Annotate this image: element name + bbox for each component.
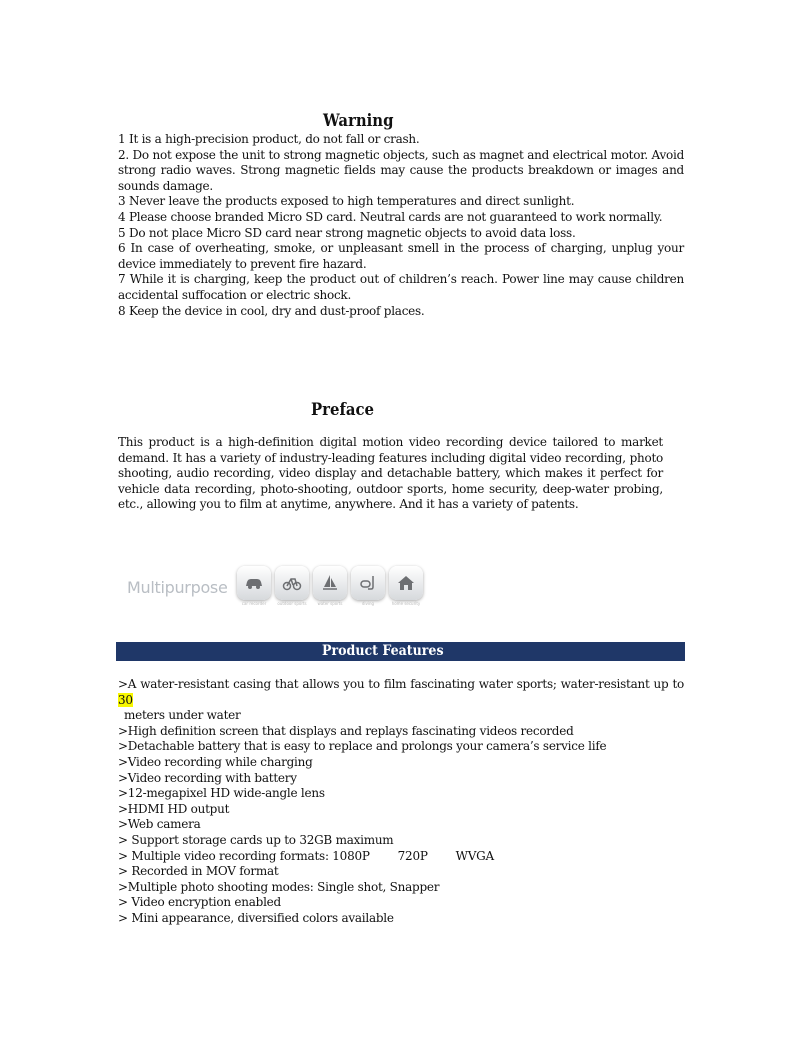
car-icon	[244, 573, 264, 593]
feature-item: >HDMI HD output	[118, 801, 230, 816]
format-wvga: WVGA	[455, 848, 494, 863]
snorkel-icon	[358, 573, 378, 593]
banner-label: Multipurpose	[127, 578, 228, 597]
sailboat-icon	[320, 573, 340, 593]
feature-item-formats	[118, 849, 684, 865]
feature-item: >High definition screen that displays and replays fascinating videos recorded	[118, 723, 574, 738]
feature-item: > Support storage cards up to 32GB maximum	[118, 832, 394, 847]
highlighted-number: 30	[118, 692, 133, 707]
warning-item: 3 Never leave the products exposed to high temperatures and direct sunlight.	[118, 194, 575, 209]
bicycle-tile	[275, 566, 309, 600]
feature-item	[118, 677, 684, 724]
preface-title: Preface	[311, 400, 374, 419]
feature-item: >Multiple photo shooting modes: Single shot, Snapper	[118, 879, 440, 894]
feature-item: >Video recording with battery	[118, 770, 297, 785]
tile-caption: outdoor sports	[277, 601, 307, 606]
format-label: > Multiple video recording formats: 1080P	[118, 848, 370, 863]
feature-item: > Mini appearance, diversified colors available	[118, 910, 394, 925]
feature-item: > Recorded in MOV format	[118, 864, 279, 879]
format-720p: 720P	[397, 848, 428, 863]
feature-item: >Video recording while charging	[118, 754, 313, 769]
home-icon	[396, 573, 416, 593]
feature-item: >Detachable battery that is easy to replace and prolongs your camera’s service life	[118, 739, 607, 754]
feature-item: >Web camera	[118, 817, 201, 832]
bicycle-icon	[282, 573, 302, 593]
warning-item: 7 While it is charging, keep the product out of children’s reach. Power line may cause children accidental suffocation or electric shock.	[118, 272, 684, 302]
features-title: Product Features	[322, 643, 444, 659]
warning-item: 8 Keep the device in cool, dry and dust-proof places.	[118, 303, 425, 318]
sailboat-tile	[313, 566, 347, 600]
feature-item: >12-megapixel HD wide-angle lens	[118, 786, 325, 801]
features-list	[118, 677, 684, 927]
tile-caption: water sports	[317, 601, 343, 606]
warning-item: 5 Do not place Micro SD card near strong magnetic objects to avoid data loss.	[118, 225, 576, 240]
warning-item: 4 Please choose branded Micro SD card. Neutral cards are not guaranteed to work normally.	[118, 209, 663, 224]
tile-caption: car recorder	[241, 601, 267, 606]
features-header-band	[116, 642, 685, 661]
warning-item: 2. Do not expose the unit to strong magnetic objects, such as magnet and electrical motor. Avoid strong radio waves. Strong magnetic fields may cause the products breakdown or images and sounds damage.	[118, 147, 684, 193]
feature-text: meters under water	[124, 708, 241, 723]
warning-item: 6 In case of overheating, smoke, or unpleasant smell in the process of charging, unplug your device immediately to prevent fire hazard.	[118, 241, 684, 271]
warning-item: 1 It is a high-precision product, do not fall or crash.	[118, 132, 420, 146]
feature-item: > Video encryption enabled	[118, 895, 281, 910]
tile-caption: diving	[361, 601, 375, 606]
snorkel-tile	[351, 566, 385, 600]
warning-title: Warning	[323, 111, 394, 130]
multipurpose-banner	[118, 560, 430, 612]
warning-list	[118, 132, 684, 319]
tile-caption: home security	[391, 601, 421, 606]
preface-paragraph: This product is a high-definition digital motion video recording device tailored to market demand. It has a variety of industry-leading features including digital video recording, photo shooting, audio recording, video display and detachable battery, which makes it perfect for vehicle data recording, photo-shooting, outdoor sports, home security, deep-water probing, etc., allowing you to film at anytime, anywhere. And it has a variety of patents.	[118, 435, 663, 512]
car-tile	[237, 566, 271, 600]
home-tile	[389, 566, 423, 600]
feature-text: >A water-resistant casing that allows you to film fascinating water sports; water-resistant up to	[118, 677, 684, 691]
